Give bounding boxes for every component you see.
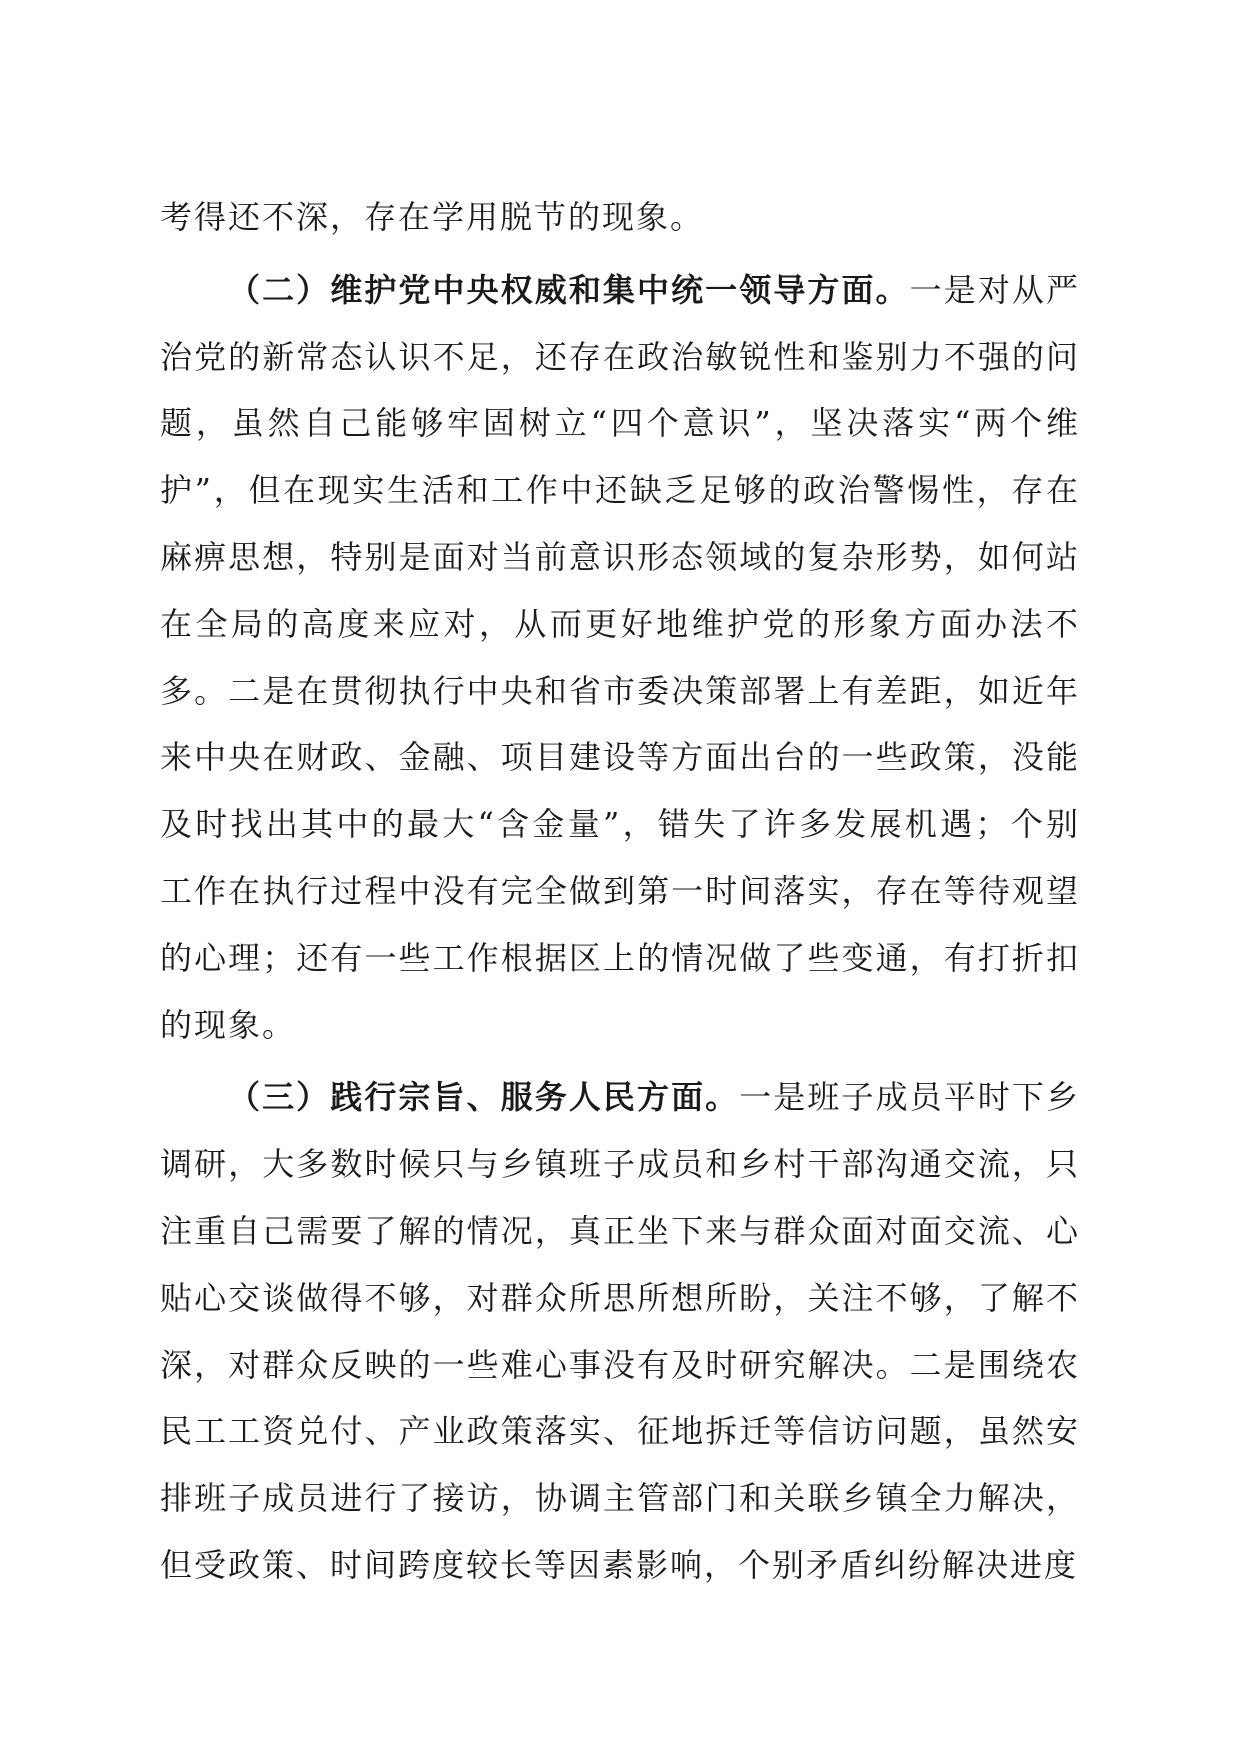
section-heading: （三）践行宗旨、服务人民方面。 bbox=[228, 1078, 740, 1117]
paragraph-section-three bbox=[160, 1064, 1080, 1598]
paragraph-text: 考得还不深，存在学用脱节的现象。 bbox=[160, 198, 705, 236]
paragraph-text: 一是班子成员平时下乡调研，大多数时候只与乡镇班子成员和乡村干部沟通交流，只注重自己需要了解的情况，真正坐下来与群众面对面交流、心贴心交谈做得不够，对群众所思所想所盼，关注不够，了解不深，对群众反映的一些难心事没有及时研究解决。二是围绕农民工工资兑付、产业政策落实、征地拆迁等信访问题，虽然安排班子成员进行了接访，协调主管部门和关联乡镇全力解决，但受政策、时间跨度较长等因素影响，个别矛盾纠纷解决进度 bbox=[160, 1078, 1080, 1584]
paragraph-text: 一是对从严治党的新常态认识不足，还存在政治敏锐性和鉴别力不强的问题，虽然自己能够牢固树立“四个意识”，坚决落实“两个维护”，但在现实生活和工作中还缺乏足够的政治警惕性，存在麻痹思想，特别是面对当前意识形态领域的复杂形势，如何站在全局的高度来应对，从而更好地维护党的形象方面办法不多。二是在贯彻执行中央和省市委决策部署上有差距，如近年来中央在财政、金融、项目建设等方面出台的一些政策，没能及时找出其中的最大“含金量”，错失了许多发展机遇；个别工作在执行过程中没有完全做到第一时间落实，存在等待观望的心理；还有一些工作根据区上的情况做了些变通，有打折扣的现象。 bbox=[160, 270, 1080, 1044]
document-body bbox=[160, 184, 1080, 1599]
paragraph-continuation bbox=[160, 184, 1080, 251]
paragraph-section-two bbox=[160, 257, 1080, 1059]
section-heading: （二）维护党中央权威和集中统一领导方面。 bbox=[228, 270, 910, 309]
